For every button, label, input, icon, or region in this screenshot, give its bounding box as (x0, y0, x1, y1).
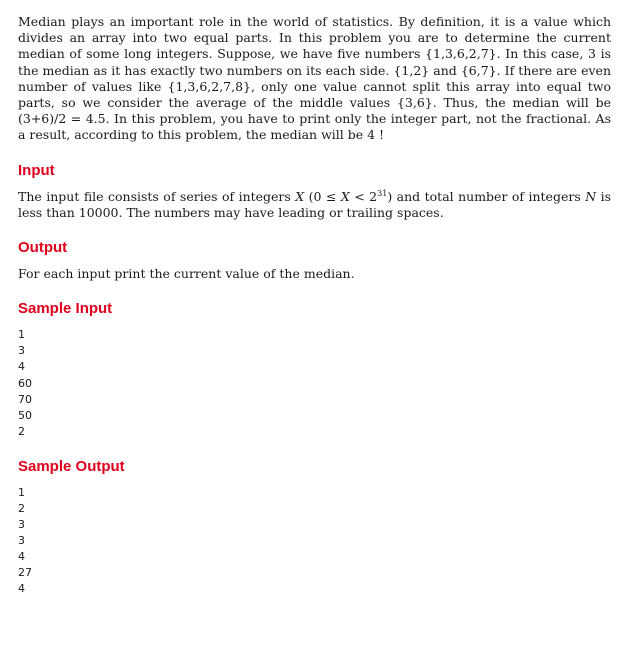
output-heading: Output (18, 239, 68, 257)
sample-input-heading: Sample Input (18, 300, 113, 318)
sample-input-line: 3 (18, 344, 25, 358)
sample-output-line: 27 (18, 566, 32, 580)
sample-input-line: 50 (18, 408, 32, 422)
sample-output-line: 3 (18, 534, 25, 548)
exponent: 31 (377, 188, 388, 198)
sample-input-block (18, 327, 611, 440)
sample-input-line: 1 (18, 328, 25, 342)
sample-output-line: 2 (18, 501, 25, 515)
var-x: X (295, 188, 305, 204)
input-description (18, 189, 611, 221)
var-n: N (585, 188, 597, 204)
input-text-after: is less than 10000. The numbers may have leading or trailing spaces. (18, 188, 612, 220)
input-text-middle: and total number of integers (392, 188, 586, 204)
input-heading: Input (18, 161, 55, 179)
constraint-open: (0 ≤ (304, 188, 341, 204)
sample-output-line: 4 (18, 550, 25, 564)
constraint-close: ) (387, 188, 393, 204)
constraint-mid: < 2 (349, 188, 378, 204)
sample-output-line: 1 (18, 485, 25, 499)
intro-paragraph: Median plays an important role in the world of statistics. By definition, it is a value which divides an array into two equal parts. In this problem you are to determine the current median of some long integers. Suppose, we have five numbers {1,3,6,2,7}. In this case, 3 is the median as it has exactly two numbers on its each side. {1,2} and {6,7}. If there are even number of values like {1,3,6,2,7,8}, only one value cannot split this array into equal two parts, so we consider the average of the middle values {3,6}. Thus, the median will be (3+6)/2 = 4.5. In this problem, you have to print only the integer part, not the fractional. As a result, according to this problem, the median will be 4 ! (18, 14, 611, 143)
sample-output-line: 3 (18, 518, 25, 532)
sample-input-line: 4 (18, 360, 25, 374)
sample-input-line: 70 (18, 392, 32, 406)
sample-input-line: 2 (18, 424, 25, 438)
sample-output-block (18, 485, 611, 598)
sample-output-line: 4 (18, 582, 25, 596)
problem-statement (18, 14, 611, 598)
input-text-before: The input file consists of series of integers (18, 188, 296, 204)
var-x-constraint: X (340, 188, 350, 204)
output-description: For each input print the current value of the median. (18, 266, 355, 282)
sample-output-heading: Sample Output (18, 457, 125, 475)
sample-input-line: 60 (18, 376, 32, 390)
